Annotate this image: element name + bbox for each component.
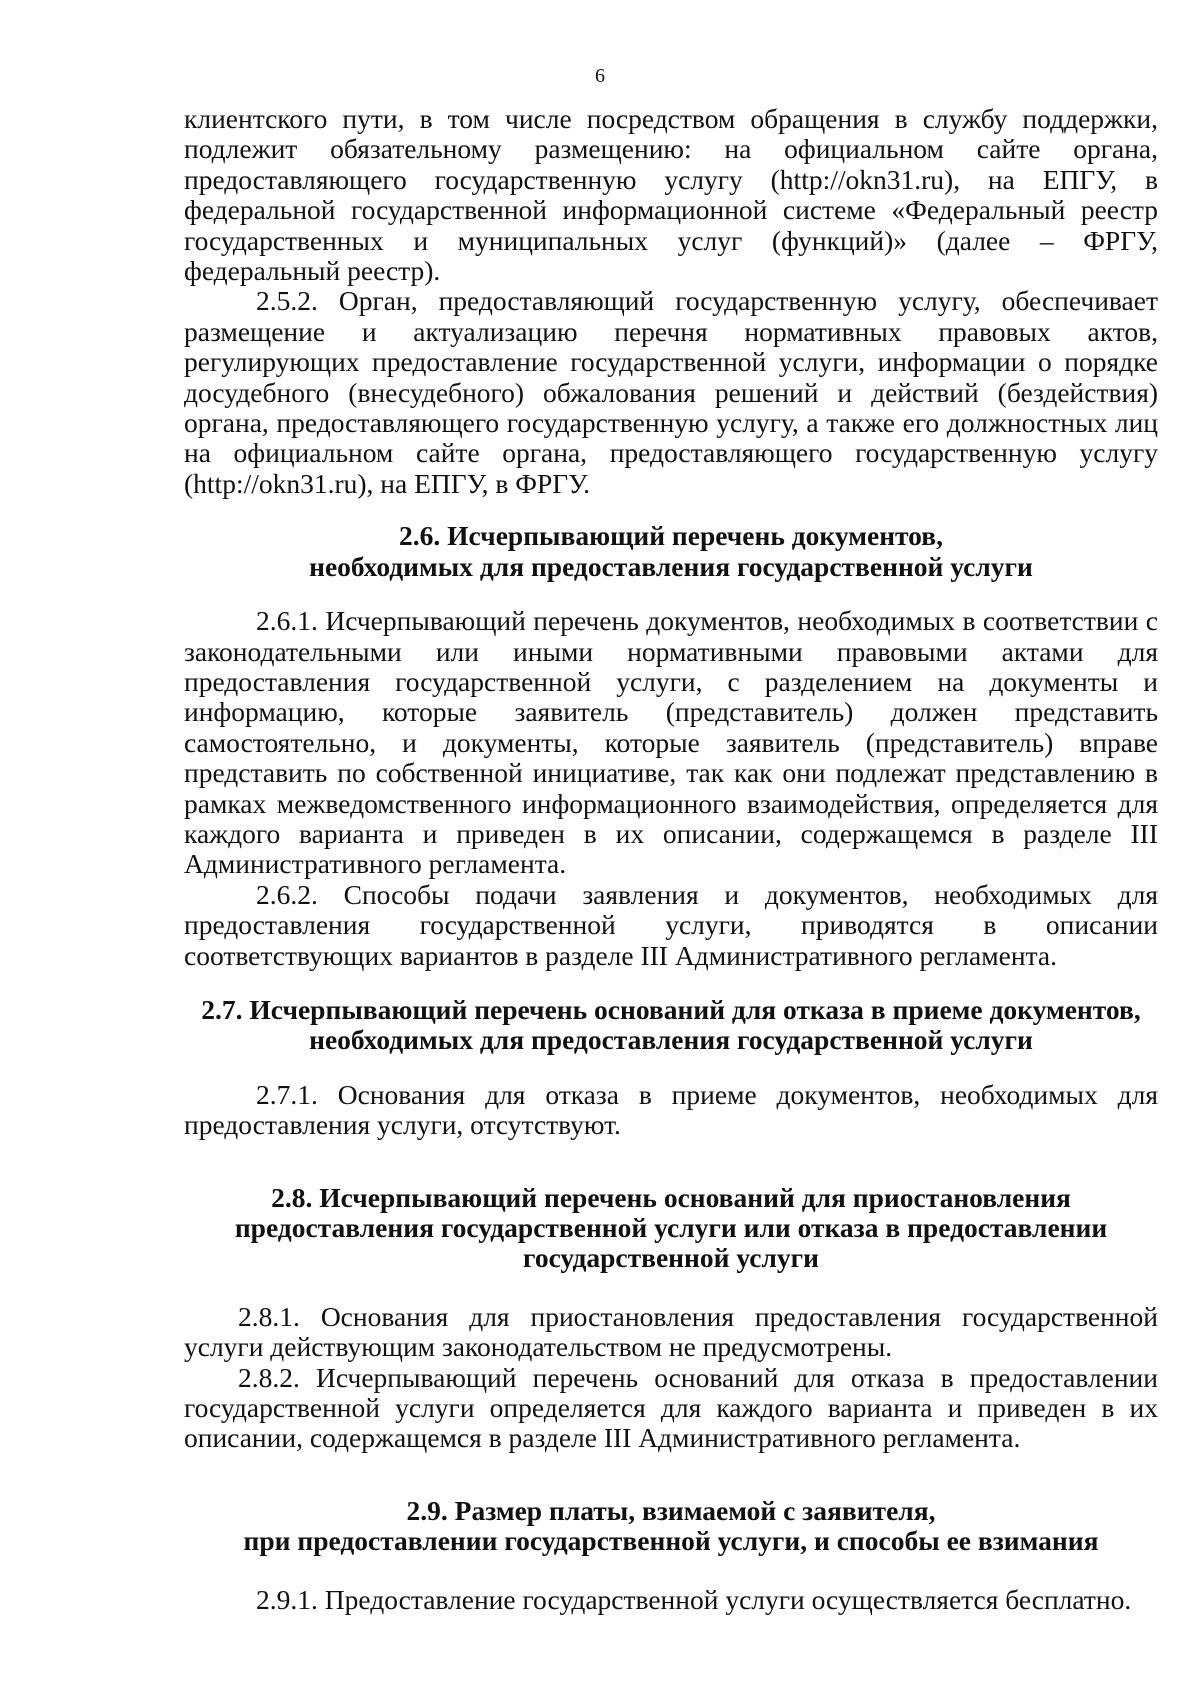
heading-2-6 (184, 521, 1158, 582)
heading-2-9-line-2: при предоставлении государственной услуги, и способы ее взимания (243, 1525, 1099, 1557)
heading-2-7-line-1: 2.7. Исчерпывающий перечень оснований для отказа в приеме документов, (201, 993, 1141, 1025)
heading-2-9-line-1: 2.9. Размер платы, взимаемой с заявителя, (406, 1494, 936, 1526)
heading-2-7-line-2: необходимых для предоставления государственной услуги (309, 1024, 1033, 1056)
heading-2-6-line-1: 2.6. Исчерпывающий перечень документов, (399, 520, 943, 552)
heading-2-8-line-2: предоставления государственной услуги или отказа в предоставлении (234, 1212, 1108, 1243)
paragraph-2-6-1: 2.6.1. Исчерпывающий перечень документов, необходимых в соответствии с законодательными или иными нормативными правовыми актами для предоставления государственной услуги, с разделением на документы и информацию, которые заявитель (представитель) должен представить самостоятельно, и документы, которые заявитель (представитель) вправе представить по собственной инициативе, так как они подлежат представлению в рамках межведомственного информационного взаимодействия, определяется для каждого варианта и приведен в их описании, содержащемся в разделе III Административного регламента. (184, 605, 1158, 880)
paragraph-2-9-1: 2.9.1. Предоставление государственной услуги осуществляется бесплатно. (256, 1583, 1132, 1615)
paragraph-2-8-2: 2.8.2. Исчерпывающий перечень оснований для отказа в предоставлении государственной услуги определяется для каждого варианта и приведен в их описании, содержащемся в разделе III Административного регламента. (184, 1361, 1158, 1454)
paragraph-2-6-2: 2.6.2. Способы подачи заявления и документов, необходимых для предоставления государственной услуги, приводятся в описании соответствующих вариантов в разделе III Административного регламента. (184, 878, 1158, 971)
paragraph-2-5-1-continuation: клиентского пути, в том числе посредством обращения в службу поддержки, подлежит обязательному размещению: на официальном сайте органа, предоставляющего государственную услугу (http://okn31.ru), на ЕПГУ, в федеральной государственной информационной системе «Федеральный реестр государственных и муниципальных услуг (функций)» (далее – ФРГУ, федеральный реестр). (184, 103, 1158, 287)
heading-2-6-line-2: необходимых для предоставления государственной услуги (309, 550, 1033, 582)
paragraph-2-7-1: 2.7.1. Основания для отказа в приеме документов, необходимых для предоставления услуги, отсутствуют. (184, 1078, 1158, 1141)
document-body (184, 104, 1158, 1615)
heading-2-8 (184, 1183, 1158, 1274)
heading-2-8-line-3: государственной услуги (523, 1242, 819, 1274)
page-number: 6 (595, 65, 605, 87)
heading-2-9 (184, 1496, 1158, 1557)
paragraph-2-8-1: 2.8.1. Основания для приостановления предоставления государственной услуги действующим законодательством не предусмотрены. (184, 1300, 1158, 1363)
heading-2-8-line-1: 2.8. Исчерпывающий перечень оснований для приостановления (271, 1181, 1071, 1213)
paragraph-2-5-2: 2.5.2. Орган, предоставляющий государственную услугу, обеспечивает размещение и актуализацию перечня нормативных правовых актов, регулирующих предоставление государственной услуги, информации о порядке досудебного (внесудебного) обжалования решений и действий (бездействия) органа, предоставляющего государственную услугу, а также его должностных лиц на официальном сайте органа, предоставляющего государственную услугу (http://okn31.ru), на ЕПГУ, в ФРГУ. (184, 285, 1158, 499)
heading-2-7 (184, 995, 1158, 1056)
